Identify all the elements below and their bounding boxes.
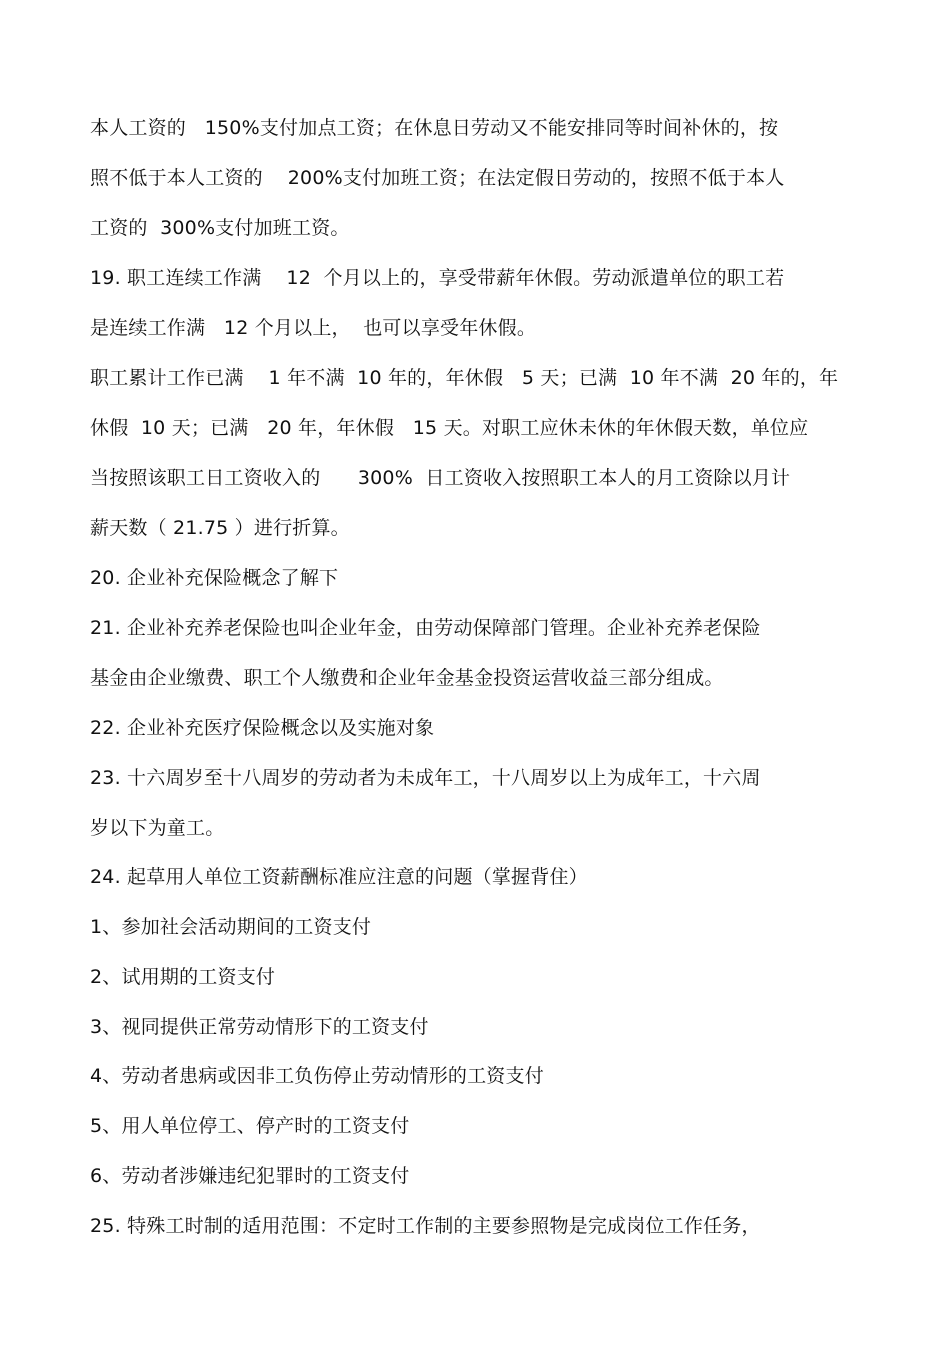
text-line: 当按照该职工日工资收入的 300% 日工资收入按照职工本人的月工资除以月计 [90, 467, 791, 489]
text-line: 20. 企业补充保险概念了解下 [90, 567, 339, 589]
text-line: 19. 职工连续工作满 12 个月以上的，享受带薪年休假。劳动派遣单位的职工若 [90, 267, 785, 289]
text-line: 6、劳动者涉嫌违纪犯罪时的工资支付 [90, 1165, 410, 1187]
text-line: 21. 企业补充养老保险也叫企业年金，由劳动保障部门管理。企业补充养老保险 [90, 617, 761, 639]
text-line: 是连续工作满 12 个月以上， 也可以享受年休假。 [90, 317, 537, 339]
text-line: 22. 企业补充医疗保险概念以及实施对象 [90, 717, 435, 739]
text-line: 职工累计工作已满 1 年不满 10 年的，年休假 5 天；已满 10 年不满 20 年的，年 [90, 367, 839, 389]
text-line: 本人工资的 150%支付加点工资；在休息日劳动又不能安排同等时间补休的，按 [90, 117, 779, 139]
text-line: 2、试用期的工资支付 [90, 966, 276, 988]
text-line: 工资的 300%支付加班工资。 [90, 217, 350, 239]
text-line: 岁以下为童工。 [90, 817, 225, 839]
text-line: 3、视同提供正常劳动情形下的工资支付 [90, 1016, 429, 1038]
text-line: 1、参加社会活动期间的工资支付 [90, 916, 372, 938]
text-line: 基金由企业缴费、职工个人缴费和企业年金基金投资运营收益三部分组成。 [90, 667, 724, 689]
text-line: 25. 特殊工时制的适用范围：不定时工作制的主要参照物是完成岗位工作任务， [90, 1215, 761, 1237]
text-line: 薪天数（ 21.75 ）进行折算。 [90, 517, 350, 539]
text-line: 休假 10 天；已满 20 年，年休假 15 天。对职工应休未休的年休假天数，单位应 [90, 417, 809, 439]
text-line: 照不低于本人工资的 200%支付加班工资；在法定假日劳动的，按照不低于本人 [90, 167, 785, 189]
text-line: 24. 起草用人单位工资薪酬标准应注意的问题（掌握背住） [90, 866, 588, 888]
text-line: 4、劳动者患病或因非工负伤停止劳动情形的工资支付 [90, 1065, 544, 1087]
text-line: 5、用人单位停工、停产时的工资支付 [90, 1115, 410, 1137]
text-line: 23. 十六周岁至十八周岁的劳动者为未成年工，十八周岁以上为成年工，十六周 [90, 767, 761, 789]
